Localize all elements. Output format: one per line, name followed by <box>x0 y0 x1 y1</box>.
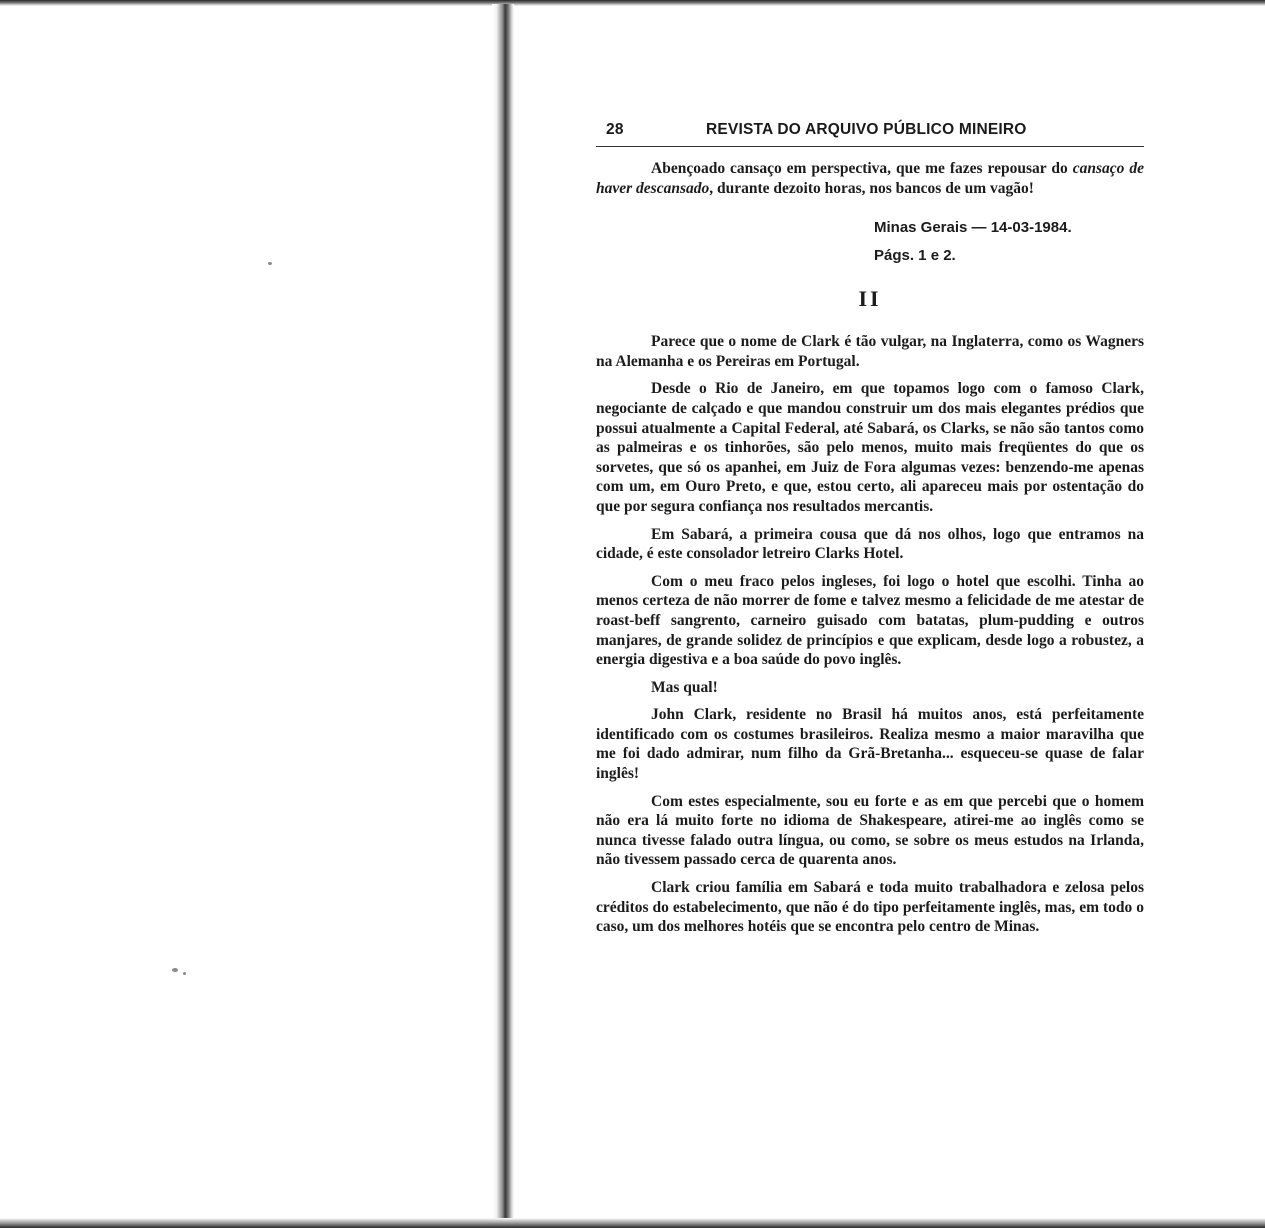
citation-date-line: Minas Gerais — 14-03-1984. <box>874 219 1072 237</box>
opening-text-start: Abençoado cansaço em perspectiva, que me fazes repousar do <box>651 160 1073 177</box>
page-header <box>596 118 1144 147</box>
body-text <box>596 159 1144 937</box>
scan-speck <box>268 262 272 265</box>
opening-paragraph <box>596 159 1144 198</box>
page-number: 28 <box>606 121 624 138</box>
citation-pages-line: Págs. 1 e 2. <box>874 247 956 265</box>
opening-text-italic: cansaço de haver descansado <box>596 160 1144 197</box>
paragraph: Desde o Rio de Janeiro, em que topamos logo com o famoso Clark, negociante de calçado e que mandou construir um dos mais elegantes prédios que possui atualmente a Capital Federal, até Sabará, os Clarks, se não são tantos como as palmeiras e os tinhorões, são pelo menos, muito mais freqüentes do que os sorvetes, que só os apanhei, em Juiz de Fora algumas vezes: benzendo-me apenas com um, em Ouro Preto, e que, estou certo, ali apareceu mais por ostentação do que por segura confiança nos resultados mercantis. <box>596 380 1144 515</box>
paragraph: Com estes especialmente, sou eu forte e as em que percebi que o homem não era lá muito forte no idioma de Shakespeare, atirei-me ao inglês como se nunca tivesse falado outra língua, ou como, se sobre os meus estudos na Irlanda, não tivessem passado cerca de quarenta anos. <box>596 792 1144 869</box>
book-gutter <box>492 4 514 1220</box>
paragraph: John Clark, residente no Brasil há muitos anos, está perfeitamente identificado com os costumes brasileiros. Realiza mesmo a maior maravilha que me foi dado admirar, num filho da Grã-Bretanha... esqueceu-se quase de falar inglês! <box>596 706 1144 783</box>
right-page <box>596 118 1144 937</box>
paragraph: Clark criou família em Sabará e toda muito trabalhadora e zelosa pelos créditos do estabelecimento, que não é do tipo perfeitamente inglês, mas, em todo o caso, um dos melhores hotéis que se encontra pelo centro de Minas. <box>596 879 1144 936</box>
scan-bottom-edge <box>0 1218 1265 1228</box>
source-citation <box>874 214 1144 270</box>
paragraph: Mas qual! <box>651 678 718 696</box>
scan-speck <box>183 972 186 975</box>
running-title: REVISTA DO ARQUIVO PÚBLICO MINEIRO <box>706 121 1027 138</box>
section-heading: II <box>858 286 882 312</box>
paragraph: Em Sabará, a primeira cousa que dá nos olhos, logo que entramos na cidade, é este consolador letreiro Clarks Hotel. <box>596 525 1144 563</box>
paragraph: Parece que o nome de Clark é tão vulgar, na Inglaterra, como os Wagners na Alemanha e os Pereiras em Portugal. <box>596 333 1144 370</box>
scan-speck <box>172 968 178 972</box>
opening-text-end: , durante dezoito horas, nos bancos de um vagão! <box>709 179 1034 197</box>
paragraph: Com o meu fraco pelos ingleses, foi logo o hotel que escolhi. Tinha ao menos certeza de não morrer de fome e talvez mesmo a felicidade de me atestar de roast-beff sangrento, carneiro guisado com batatas, plum-pudding e outros manjares, de grande solidez de princípios e que explicam, desde logo a robustez, a energia digestiva e a boa saúde do povo inglês. <box>596 572 1144 669</box>
blank-left-page <box>0 6 490 1218</box>
